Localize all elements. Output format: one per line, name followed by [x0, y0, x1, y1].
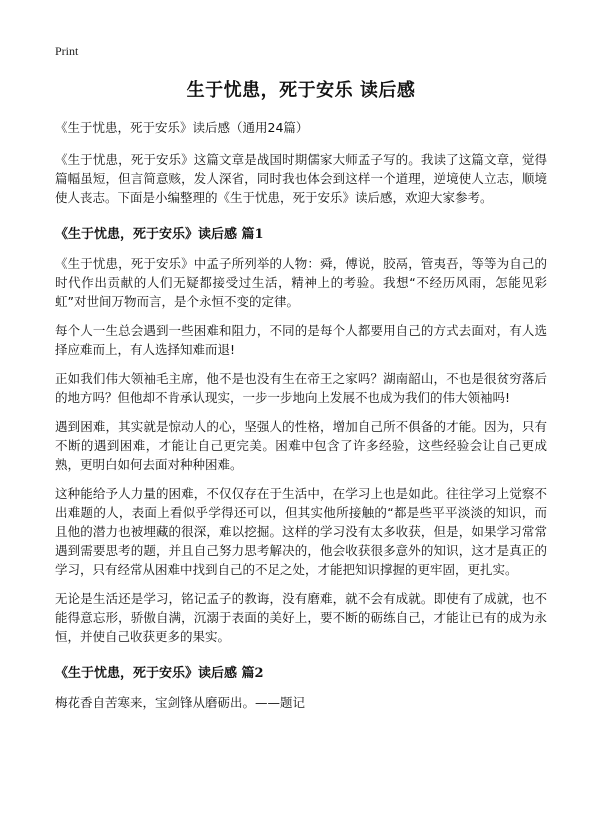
section-1-paragraph-6: 无论是生活还是学习，铭记孟子的教诲，没有磨难，就不会有成就。即使有了成就，也不能得意忘形，骄傲自满，沉溺于表面的美好上，要不断的砺练自己，才能让已有的成为永恒，并使自己收获更多的果实。 — [55, 591, 547, 644]
section-1-paragraph-1: 《生于忧患，死于安乐》中孟子所列举的人物：舜，傅说，胶鬲，管夷吾，等等为自己的时代作出贡献的人们无疑都接受过生活，精神上的考验。我想“不经历风雨，怎能见彩虹”对世间万物而言，是个永恒不变的定律。 — [55, 256, 547, 309]
intro-paragraph: 《生于忧患，死于安乐》这篇文章是战国时期儒家大师孟子写的。我读了这篇文章，觉得篇幅虽短，但言简意赅，发人深省，同时我也体会到这样一个道理，逆境使人立志，顺境使人丧志。下面是小编整理的《生于忧患，死于安乐》读后感，欢迎大家参考。 — [55, 152, 547, 205]
document-title: 生于忧患，死于安乐 读后感 — [186, 80, 416, 101]
document-subtitle: 《生于忧患，死于安乐》读后感（通用24篇） — [55, 120, 309, 135]
section-1-paragraph-3: 正如我们伟大领袖毛主席，他不是也没有生在帝王之家吗？湖南韶山，不也是很贫穷落后的地方吗？但他却不肯承认现实，一步一步地向上发展不也成为我们的伟大领袖吗! — [55, 371, 547, 405]
section-1-paragraph-2: 每个人一生总会遇到一些困难和阻力，不同的是每个人都要用自己的方式去面对，有人选择应难而上，有人选择知难而退! — [55, 323, 547, 357]
section-heading-2: 《生于忧患，死于安乐》读后感 篇2 — [55, 666, 264, 681]
document-body — [55, 76, 547, 722]
section-1-paragraph-4: 遇到困难，其实就是惊动人的心，坚强人的性格，增加自己所不俱备的才能。因为，只有不断的遇到困难，才能让自己更完美。困难中包含了许多经验，这些经验会让自己更成熟，更明白如何去面对种种困难。 — [55, 419, 547, 472]
section-2-paragraph-1: 梅花香自苦寒来，宝剑锋从磨砺出。——题记 — [55, 695, 306, 710]
print-link[interactable]: Print — [55, 44, 79, 58]
section-heading-1: 《生于忧患，死于安乐》读后感 篇1 — [55, 227, 264, 242]
section-1-paragraph-5: 这种能给予人力量的困难，不仅仅存在于生活中，在学习上也是如此。往往学习上觉察不出难题的人，表面上看似乎学得还可以，但其实他所接触的“都是些平平淡淡的知识，而且他的潜力也被埋藏的很深，难以挖掘。这样的学习没有太多收获，但是，如果学习常常遇到需要思考的题，并且自己努力思考解决的，他会收获很多意外的知识，这才是真正的学习，只有经常从困难中找到自己的不足之处，才能把知识撑握的更牢固，更扎实。 — [55, 486, 547, 577]
